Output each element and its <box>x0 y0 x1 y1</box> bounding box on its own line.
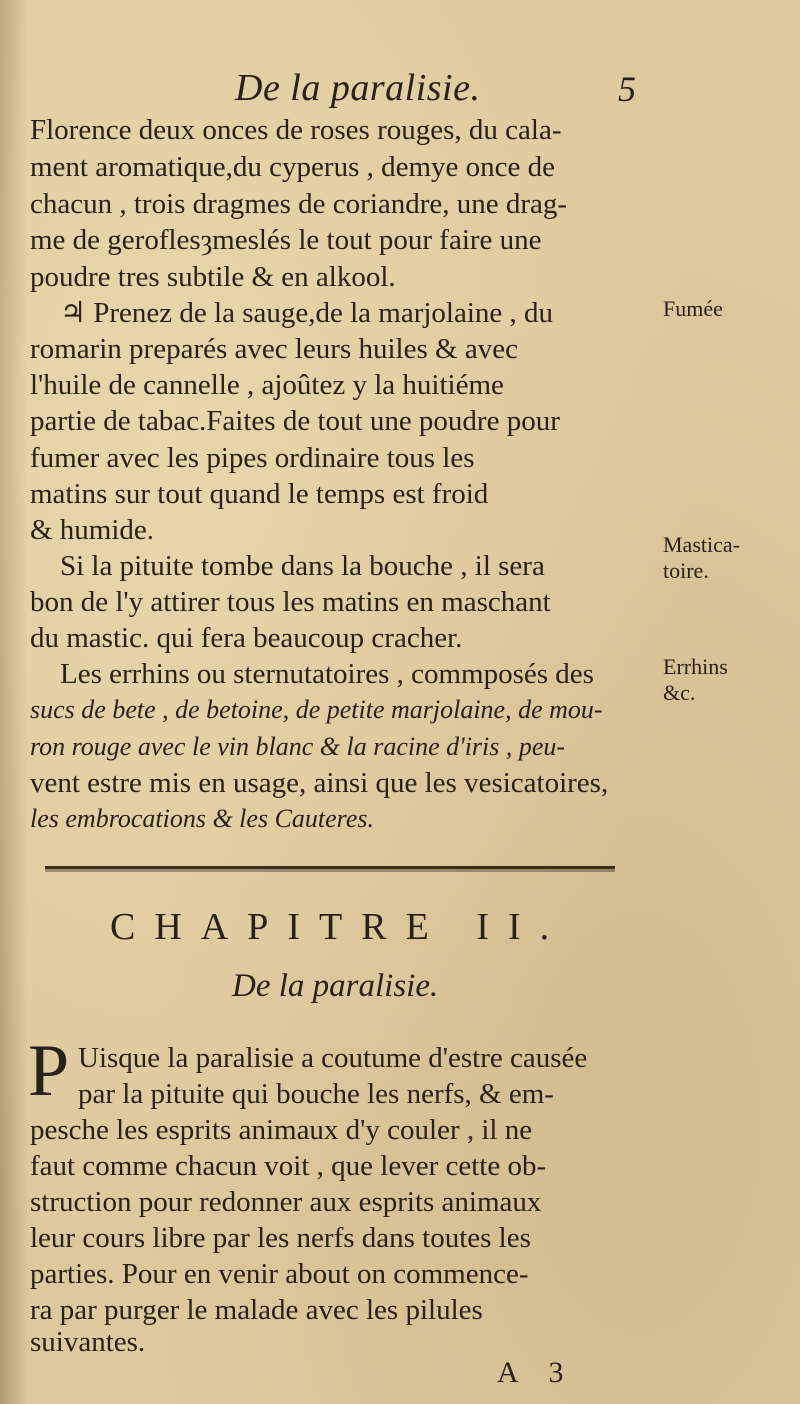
margin-note-masticatoire: Mastica- <box>663 532 740 557</box>
text-line: Florence deux onces de roses rouges, du cala- <box>30 114 562 146</box>
chapter-line: faut comme chacun voit , que lever cette ob- <box>30 1150 547 1182</box>
signature-mark: A 3 <box>497 1356 576 1389</box>
text-line: les embrocations & les Cauteres. <box>30 804 374 833</box>
text-line: ♃ Prenez de la sauge,de la marjolaine , du <box>60 297 554 329</box>
text-line: sucs de bete , de betoine, de petite marjolaine, de mou- <box>30 695 603 724</box>
text-line: matins sur tout quand le temps est froid <box>30 478 489 510</box>
ornamental-rule <box>45 866 615 872</box>
text-line: poudre tres subtile & en alkool. <box>30 261 396 293</box>
chapter-line: pesche les esprits animaux d'y couler , il ne <box>30 1114 533 1146</box>
chapter-line: ra par purger le malade avec les pilules <box>30 1294 483 1326</box>
margin-note-masticatoire-cont: toire. <box>663 558 709 583</box>
text-line: vent estre mis en usage, ainsi que les vesicatoires, <box>30 767 609 799</box>
text-line: romarin preparés avec leurs huiles & avec <box>30 333 518 365</box>
text-line: Les errhins ou sternutatoires , commposés des <box>60 658 594 690</box>
chapter-title: CHAPITRE II. <box>110 906 569 948</box>
text-line: partie de tabac.Faites de tout une poudre pour <box>30 405 560 437</box>
page-number: 5 <box>618 69 636 109</box>
text-line: ment aromatique,du cyperus , demye once de <box>30 151 556 183</box>
chapter-line: suivantes. <box>30 1326 146 1358</box>
chapter-line: struction pour redonner aux esprits animaux <box>30 1186 542 1218</box>
text-line: du mastic. qui fera beaucoup cracher. <box>30 622 463 654</box>
chapter-subtitle: De la paralisie. <box>232 968 439 1004</box>
running-title: De la paralisie. <box>235 67 481 109</box>
margin-note-errhins: Errhins <box>663 654 728 679</box>
chapter-line: leur cours libre par les nerfs dans toutes les <box>30 1222 531 1254</box>
text-line: chacun , trois dragmes de coriandre, une drag- <box>30 188 568 220</box>
drop-cap: P <box>28 1030 70 1112</box>
text-line: me de geroflesȝmeslés le tout pour faire une <box>30 224 542 256</box>
text-line: Si la pituite tombe dans la bouche , il sera <box>60 550 545 582</box>
text-line: bon de l'y attirer tous les matins en maschant <box>30 586 551 618</box>
margin-note-fumee: Fumée <box>663 296 723 321</box>
chapter-line: parties. Pour en venir about on commence- <box>30 1258 529 1290</box>
text-line: l'huile de cannelle , ajoûtez y la huitiéme <box>30 369 504 401</box>
text-line: fumer avec les pipes ordinaire tous les <box>30 442 475 474</box>
chapter-line: par la pituite qui bouche les nerfs, & em- <box>78 1078 554 1110</box>
chapter-line: Uisque la paralisie a coutume d'estre causée <box>78 1042 588 1074</box>
text-line: ron rouge avec le vin blanc & la racine d'iris , peu- <box>30 732 566 761</box>
margin-note-errhins-cont: &c. <box>663 680 696 705</box>
text-line: & humide. <box>30 514 155 546</box>
